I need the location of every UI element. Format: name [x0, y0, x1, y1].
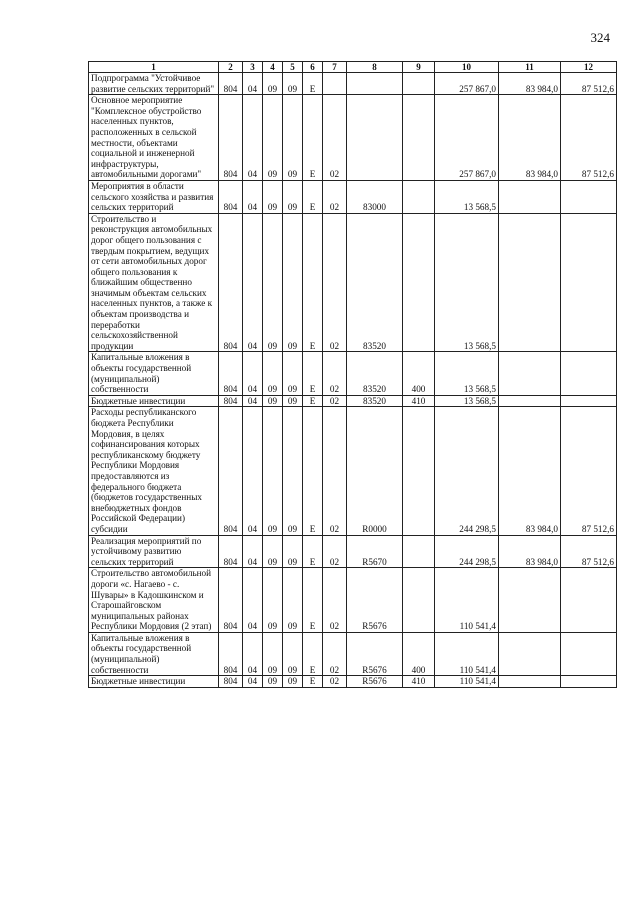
code-cell: 09 — [263, 73, 283, 95]
code-cell — [403, 73, 435, 95]
code-cell: 804 — [219, 535, 243, 568]
table-row — [89, 535, 617, 568]
code-cell — [403, 213, 435, 352]
row-name-cell: Капитальные вложения в объекты государственной (муниципальной) собственности — [89, 632, 219, 675]
code-cell — [403, 407, 435, 535]
code-cell: 09 — [263, 568, 283, 633]
code-cell: 02 — [323, 676, 347, 688]
code-cell: 09 — [283, 180, 303, 213]
code-cell: 02 — [323, 407, 347, 535]
code-cell: 400 — [403, 352, 435, 395]
code-cell: 09 — [263, 535, 283, 568]
code-cell: R0000 — [347, 407, 403, 535]
code-cell — [403, 180, 435, 213]
amount-cell: 13 568,5 — [435, 213, 499, 352]
code-cell — [403, 568, 435, 633]
code-cell: 804 — [219, 568, 243, 633]
code-cell: Е — [303, 535, 323, 568]
amount-cell: 110 541,4 — [435, 632, 499, 675]
code-cell: 04 — [243, 352, 263, 395]
code-cell: Е — [303, 632, 323, 675]
header-cell: 6 — [303, 62, 323, 73]
code-cell — [347, 73, 403, 95]
amount-cell — [561, 395, 617, 407]
code-cell: 09 — [283, 352, 303, 395]
code-cell: 09 — [283, 568, 303, 633]
amount-cell: 110 541,4 — [435, 676, 499, 688]
header-cell: 1 — [89, 62, 219, 73]
amount-cell — [499, 632, 561, 675]
code-cell: 804 — [219, 407, 243, 535]
amount-cell: 110 541,4 — [435, 568, 499, 633]
table-header-row — [89, 62, 617, 73]
code-cell: 09 — [283, 407, 303, 535]
code-cell — [403, 95, 435, 181]
code-cell: 83520 — [347, 213, 403, 352]
code-cell: 04 — [243, 632, 263, 675]
header-cell: 8 — [347, 62, 403, 73]
code-cell: 09 — [263, 95, 283, 181]
code-cell: 804 — [219, 73, 243, 95]
table-row — [89, 352, 617, 395]
code-cell: 02 — [323, 213, 347, 352]
row-name-cell: Основное мероприятие "Комплексное обустройство населенных пунктов, расположенных в сельской местности, объектами социальной и инженерной инфраструктуры, автомобильными дорогами" — [89, 95, 219, 181]
code-cell: R5676 — [347, 568, 403, 633]
header-cell: 11 — [499, 62, 561, 73]
row-name-cell: Расходы республиканского бюджета Республики Мордовия, в целях софинансирования которых республиканскому бюджету Республики Мордовия предоставляются из федерального бюджета (бюджетов государственных внебюджетных фондов Российской Федерации) субсидии — [89, 407, 219, 535]
code-cell: 02 — [323, 180, 347, 213]
amount-cell — [499, 180, 561, 213]
code-cell: 400 — [403, 632, 435, 675]
amount-cell: 87 512,6 — [561, 535, 617, 568]
code-cell: 02 — [323, 95, 347, 181]
amount-cell — [561, 632, 617, 675]
code-cell: Е — [303, 395, 323, 407]
amount-cell: 83 984,0 — [499, 407, 561, 535]
code-cell: R5670 — [347, 535, 403, 568]
amount-cell — [561, 213, 617, 352]
code-cell: 02 — [323, 632, 347, 675]
budget-table — [88, 61, 617, 688]
code-cell: 09 — [283, 95, 303, 181]
code-cell — [403, 535, 435, 568]
code-cell — [323, 73, 347, 95]
code-cell: 804 — [219, 213, 243, 352]
code-cell — [347, 95, 403, 181]
code-cell: 04 — [243, 95, 263, 181]
code-cell: R5676 — [347, 676, 403, 688]
header-cell: 3 — [243, 62, 263, 73]
table-row — [89, 73, 617, 95]
header-cell: 5 — [283, 62, 303, 73]
amount-cell: 13 568,5 — [435, 395, 499, 407]
amount-cell: 83 984,0 — [499, 73, 561, 95]
code-cell: 83520 — [347, 352, 403, 395]
amount-cell — [499, 676, 561, 688]
code-cell: 09 — [263, 632, 283, 675]
header-cell: 12 — [561, 62, 617, 73]
amount-cell: 257 867,0 — [435, 73, 499, 95]
table-row — [89, 180, 617, 213]
header-cell: 7 — [323, 62, 347, 73]
amount-cell — [561, 568, 617, 633]
table-row — [89, 95, 617, 181]
code-cell: 804 — [219, 632, 243, 675]
code-cell: Е — [303, 352, 323, 395]
table-row — [89, 568, 617, 633]
amount-cell: 87 512,6 — [561, 407, 617, 535]
code-cell: Е — [303, 676, 323, 688]
code-cell: Е — [303, 73, 323, 95]
code-cell: 02 — [323, 352, 347, 395]
amount-cell: 13 568,5 — [435, 352, 499, 395]
code-cell: 02 — [323, 568, 347, 633]
code-cell: 09 — [283, 632, 303, 675]
code-cell: 04 — [243, 676, 263, 688]
amount-cell — [499, 352, 561, 395]
amount-cell: 244 298,5 — [435, 407, 499, 535]
header-cell: 4 — [263, 62, 283, 73]
row-name-cell: Капитальные вложения в объекты государственной (муниципальной) собственности — [89, 352, 219, 395]
code-cell: 83520 — [347, 395, 403, 407]
code-cell: Е — [303, 180, 323, 213]
code-cell: 04 — [243, 407, 263, 535]
code-cell: 09 — [283, 676, 303, 688]
amount-cell: 13 568,5 — [435, 180, 499, 213]
table-row — [89, 407, 617, 535]
table-row — [89, 213, 617, 352]
code-cell: Е — [303, 95, 323, 181]
code-cell: 04 — [243, 213, 263, 352]
amount-cell — [499, 213, 561, 352]
code-cell: 804 — [219, 352, 243, 395]
header-cell: 9 — [403, 62, 435, 73]
code-cell: 09 — [283, 73, 303, 95]
amount-cell: 83 984,0 — [499, 95, 561, 181]
row-name-cell: Строительство автомобильной дороги «с. Нагаево - с. Шувары» в Кадошкинском и Старошайговском муниципальных районах Республики Мордовия (2 этап) — [89, 568, 219, 633]
code-cell: Е — [303, 568, 323, 633]
code-cell: 804 — [219, 395, 243, 407]
code-cell: 04 — [243, 568, 263, 633]
amount-cell: 244 298,5 — [435, 535, 499, 568]
amount-cell — [499, 568, 561, 633]
table-body — [89, 73, 617, 688]
amount-cell — [561, 352, 617, 395]
code-cell: 804 — [219, 95, 243, 181]
code-cell: 09 — [283, 535, 303, 568]
amount-cell — [561, 676, 617, 688]
amount-cell — [499, 395, 561, 407]
row-name-cell: Мероприятия в области сельского хозяйства и развития сельских территорий — [89, 180, 219, 213]
code-cell: 09 — [263, 180, 283, 213]
row-name-cell: Подпрограмма "Устойчивое развитие сельских территорий" — [89, 73, 219, 95]
amount-cell: 257 867,0 — [435, 95, 499, 181]
code-cell: 09 — [283, 395, 303, 407]
code-cell: 09 — [263, 352, 283, 395]
code-cell: 09 — [263, 407, 283, 535]
amount-cell: 87 512,6 — [561, 95, 617, 181]
amount-cell: 83 984,0 — [499, 535, 561, 568]
table-row — [89, 676, 617, 688]
code-cell: 02 — [323, 535, 347, 568]
table-row — [89, 395, 617, 407]
code-cell: 04 — [243, 73, 263, 95]
code-cell: 410 — [403, 395, 435, 407]
table-row — [89, 632, 617, 675]
header-cell: 2 — [219, 62, 243, 73]
row-name-cell: Бюджетные инвестиции — [89, 676, 219, 688]
code-cell: 02 — [323, 395, 347, 407]
code-cell: 83000 — [347, 180, 403, 213]
code-cell: 804 — [219, 180, 243, 213]
code-cell: 09 — [263, 395, 283, 407]
code-cell: 04 — [243, 180, 263, 213]
code-cell: 410 — [403, 676, 435, 688]
row-name-cell: Бюджетные инвестиции — [89, 395, 219, 407]
code-cell: R5676 — [347, 632, 403, 675]
header-cell: 10 — [435, 62, 499, 73]
code-cell: 04 — [243, 535, 263, 568]
code-cell: 09 — [263, 213, 283, 352]
amount-cell — [561, 180, 617, 213]
row-name-cell: Строительство и реконструкция автомобильных дорог общего пользования с твердым покрытием, ведущих от сети автомобильных дорог общего пользования к ближайшим общественно значимым объектам сельских населенных пунктов, а также к объектам производства и переработки сельскохозяйственной продукции — [89, 213, 219, 352]
code-cell: Е — [303, 407, 323, 535]
page-number: 324 — [590, 30, 610, 45]
code-cell: 09 — [283, 213, 303, 352]
code-cell: Е — [303, 213, 323, 352]
code-cell: 804 — [219, 676, 243, 688]
code-cell: 04 — [243, 395, 263, 407]
amount-cell: 87 512,6 — [561, 73, 617, 95]
code-cell: 09 — [263, 676, 283, 688]
row-name-cell: Реализация мероприятий по устойчивому развитию сельских территорий — [89, 535, 219, 568]
